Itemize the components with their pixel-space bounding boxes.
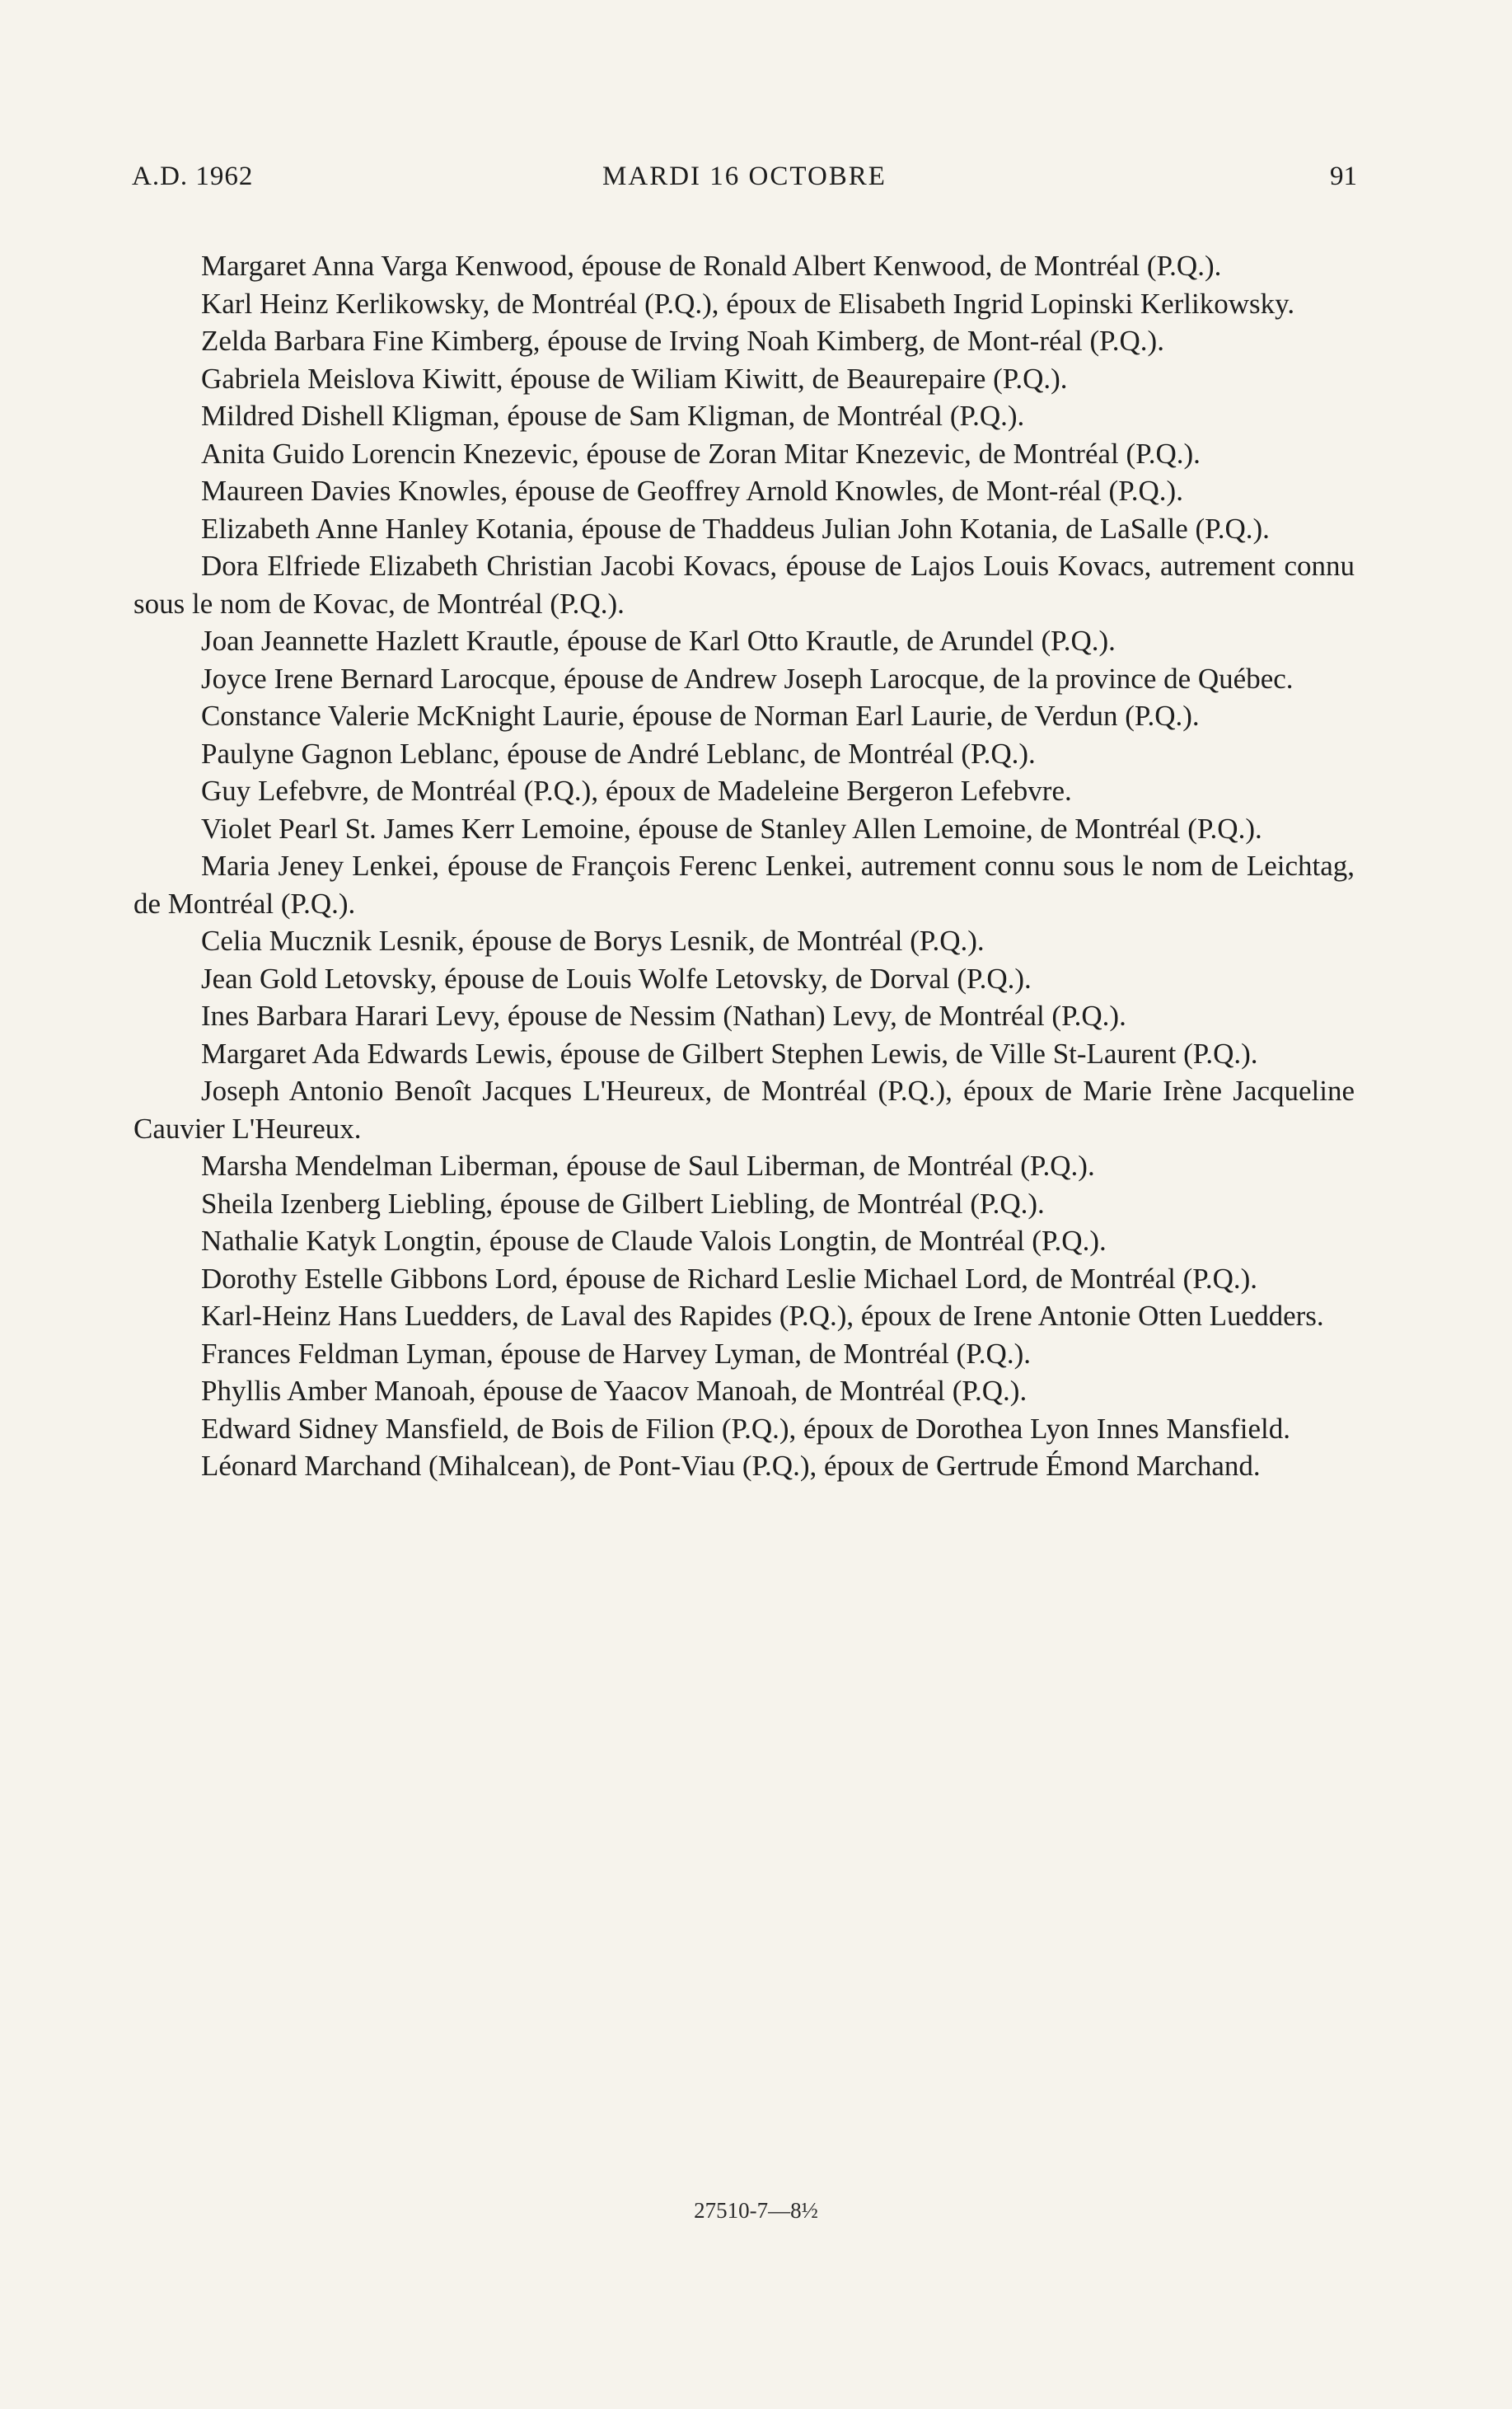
entry-paragraph: Marsha Mendelman Liberman, épouse de Saul Liberman, de Montréal (P.Q.). [201,1150,1095,1182]
entry-paragraph: Margaret Ada Edwards Lewis, épouse de Gilbert Stephen Lewis, de Ville St-Laurent (P.Q.). [201,1037,1258,1070]
entry-paragraph: Frances Feldman Lyman, épouse de Harvey Lyman, de Montréal (P.Q.). [201,1337,1031,1370]
entry-paragraph: Zelda Barbara Fine Kimberg, épouse de Irving Noah Kimberg, de Mont-réal (P.Q.). [201,325,1164,357]
entry-paragraph: Elizabeth Anne Hanley Kotania, épouse de Thaddeus Julian John Kotania, de LaSalle (P.Q.). [201,512,1270,545]
header-date: MARDI 16 OCTOBRE [602,162,887,191]
entry-paragraph: Gabriela Meislova Kiwitt, épouse de Wiliam Kiwitt, de Beaurepaire (P.Q.). [201,362,1068,395]
entry-paragraph: Sheila Izenberg Liebling, épouse de Gilbert Liebling, de Montréal (P.Q.). [201,1187,1045,1220]
page-header [132,162,1357,203]
entry-paragraph: Karl-Heinz Hans Luedders, de Laval des Rapides (P.Q.), époux de Irene Antonie Otten Luedders. [201,1300,1324,1332]
entry-paragraph: Anita Guido Lorencin Knezevic, épouse de Zoran Mitar Knezevic, de Montréal (P.Q.). [201,437,1201,470]
entry-paragraph: Joseph Antonio Benoît Jacques L'Heureux, de Montréal (P.Q.), époux de Marie Irène Jacqueline Cauvier L'Heureux. [133,1075,1355,1145]
entry-paragraph: Celia Mucznik Lesnik, épouse de Borys Lesnik, de Montréal (P.Q.). [201,925,985,957]
entry-paragraph: Mildred Dishell Kligman, épouse de Sam Kligman, de Montréal (P.Q.). [201,400,1025,432]
entry-paragraph: Léonard Marchand (Mihalcean), de Pont-Viau (P.Q.), époux de Gertrude Émond Marchand. [201,1450,1261,1482]
entry-paragraph: Edward Sidney Mansfield, de Bois de Filion (P.Q.), époux de Dorothea Lyon Innes Mansfield. [201,1412,1291,1445]
entry-paragraph: Dorothy Estelle Gibbons Lord, épouse de Richard Leslie Michael Lord, de Montréal (P.Q.). [201,1262,1258,1295]
entry-paragraph: Margaret Anna Varga Kenwood, épouse de Ronald Albert Kenwood, de Montréal (P.Q.). [201,250,1222,282]
entry-paragraph: Constance Valerie McKnight Laurie, épouse de Norman Earl Laurie, de Verdun (P.Q.). [201,700,1200,732]
entry-paragraph: Guy Lefebvre, de Montréal (P.Q.), époux de Madeleine Bergeron Lefebvre. [201,775,1072,807]
entry-paragraph: Paulyne Gagnon Leblanc, épouse de André Leblanc, de Montréal (P.Q.). [201,737,1036,770]
printer-signature: 27510-7—8½ [694,2198,818,2223]
entry-paragraph: Maria Jeney Lenkei, épouse de François Ferenc Lenkei, autrement connu sous le nom de Leichtag, de Montréal (P.Q.). [133,850,1355,920]
entry-paragraph: Maureen Davies Knowles, épouse de Geoffrey Arnold Knowles, de Mont-réal (P.Q.). [201,475,1183,507]
entry-paragraph: Ines Barbara Harari Levy, épouse de Nessim (Nathan) Levy, de Montréal (P.Q.). [201,1000,1126,1032]
entry-paragraph: Phyllis Amber Manoah, épouse de Yaacov Manoah, de Montréal (P.Q.). [201,1375,1028,1407]
entry-paragraph: Nathalie Katyk Longtin, épouse de Claude Valois Longtin, de Montréal (P.Q.). [201,1225,1107,1257]
entry-paragraph: Karl Heinz Kerlikowsky, de Montréal (P.Q.), époux de Elisabeth Ingrid Lopinski Kerlikowsky. [201,287,1295,320]
entry-paragraph: Jean Gold Letovsky, épouse de Louis Wolfe Letovsky, de Dorval (P.Q.). [201,962,1032,995]
page-body [133,247,1355,1485]
page-number: 91 [1330,162,1357,191]
entry-paragraph: Joyce Irene Bernard Larocque, épouse de Andrew Joseph Larocque, de la province de Québec. [201,662,1294,695]
entry-paragraph: Violet Pearl St. James Kerr Lemoine, épouse de Stanley Allen Lemoine, de Montréal (P.Q.). [201,812,1262,845]
entry-paragraph: Joan Jeannette Hazlett Krautle, épouse de Karl Otto Krautle, de Arundel (P.Q.). [201,625,1116,657]
header-year: A.D. 1962 [132,162,254,191]
entry-paragraph: Dora Elfriede Elizabeth Christian Jacobi Kovacs, épouse de Lajos Louis Kovacs, autrement connu sous le nom de Kovac, de Montréal (P.Q.). [133,550,1355,620]
